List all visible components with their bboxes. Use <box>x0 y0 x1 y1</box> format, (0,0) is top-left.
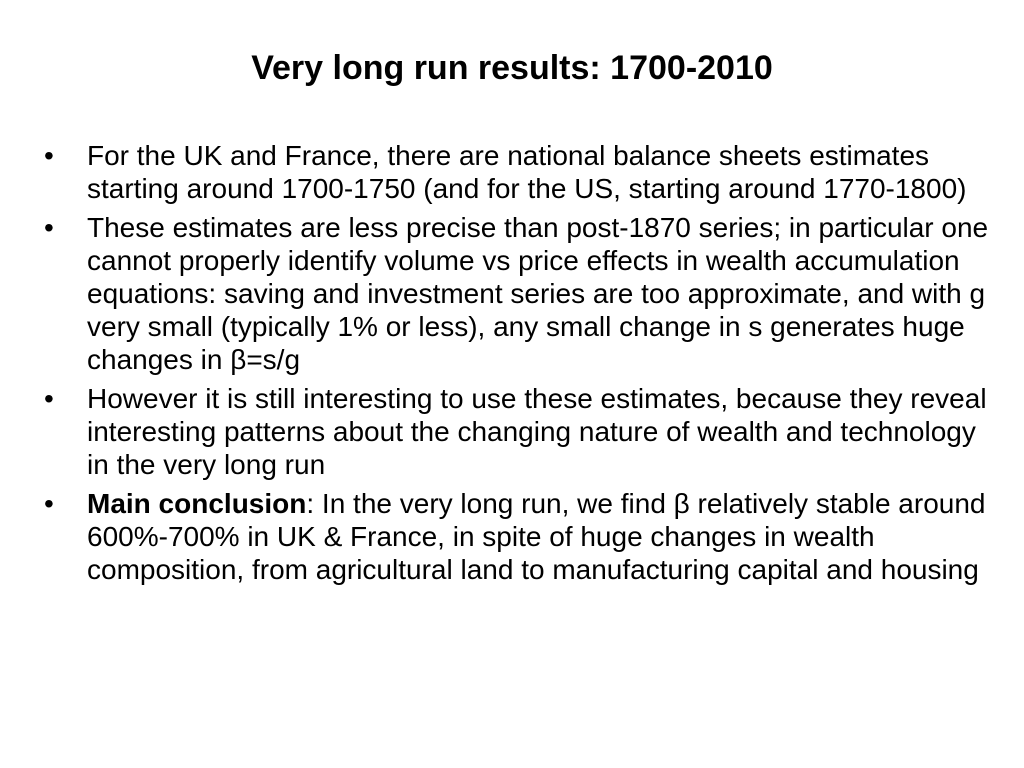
main-conclusion-label: Main conclusion <box>87 488 307 519</box>
bullet-text: : In the very long run, we find β relatively stable around 600%-700% in UK & France, in spite of huge changes in wealth composition, from agricultural land to manufacturing capital and housing <box>87 488 986 585</box>
bullet-marker: • <box>44 383 54 414</box>
bullet-marker: • <box>44 488 54 519</box>
bullet-item <box>44 382 1004 481</box>
bullet-text: These estimates are less precise than post-1870 series; in particular one cannot properly identify volume vs price effects in wealth accumulation equations: saving and investment series are too approximate, and with g very small (typically 1% or less), any small change in s generates huge changes in β=s/g <box>87 212 989 375</box>
bullet-marker: • <box>44 140 54 171</box>
bullet-text: For the UK and France, there are national balance sheets estimates starting around 1700-1750 (and for the US, starting around 1770-1800) <box>87 140 967 204</box>
bullet-list <box>44 139 1004 592</box>
bullet-item <box>44 211 1004 376</box>
bullet-marker: • <box>44 212 54 243</box>
slide-title: Very long run results: 1700-2010 <box>251 49 773 87</box>
bullet-item <box>44 139 1004 205</box>
bullet-text: However it is still interesting to use these estimates, because they reveal interesting patterns about the changing nature of wealth and technology in the very long run <box>87 383 987 480</box>
bullet-item <box>44 487 1004 586</box>
